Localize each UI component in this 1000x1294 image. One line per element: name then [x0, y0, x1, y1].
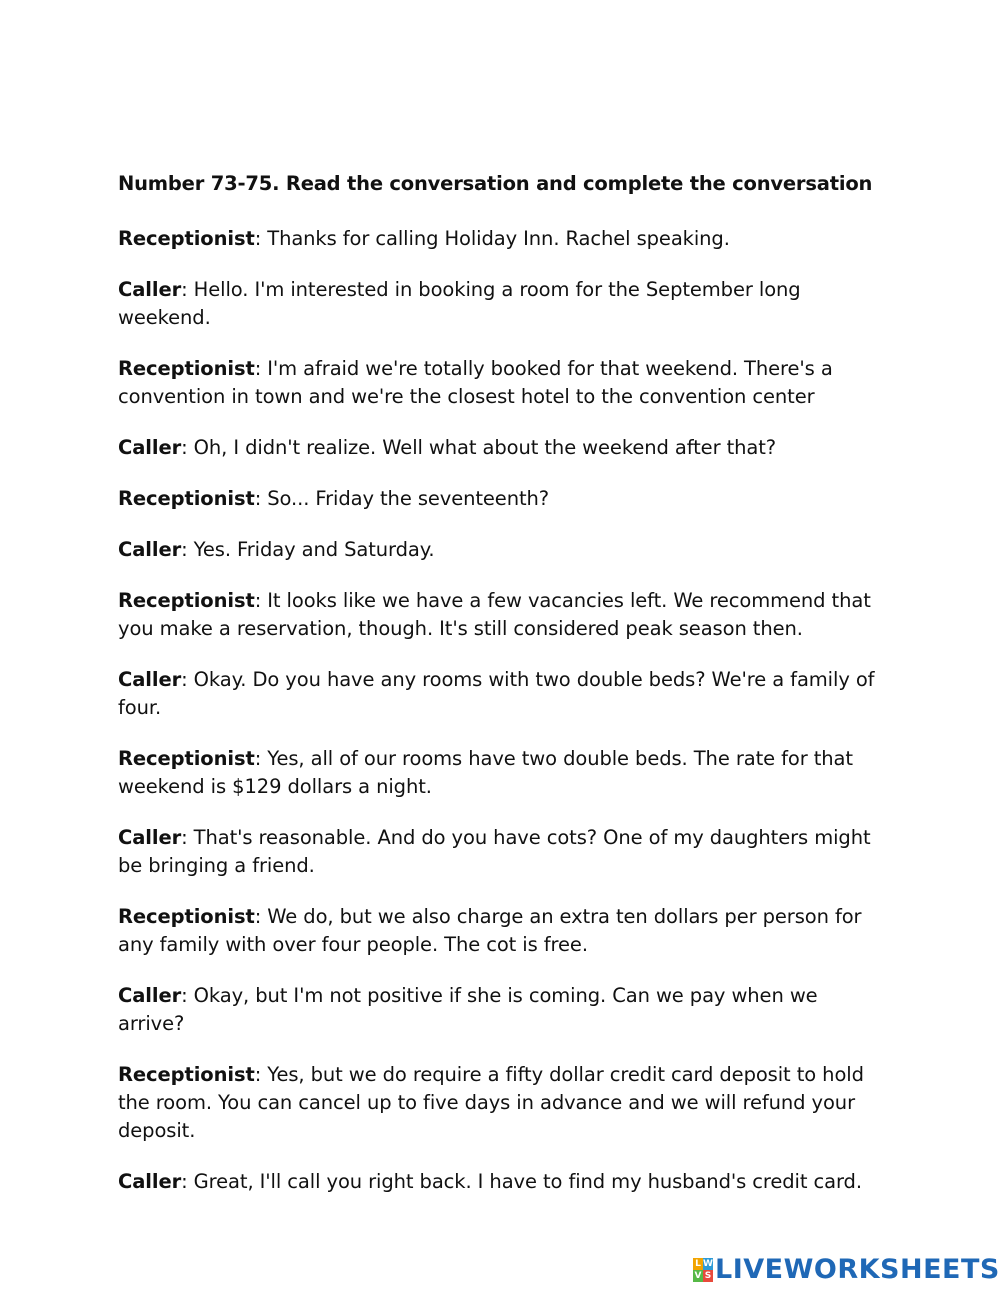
speaker-name: Caller [118, 1170, 182, 1193]
logo-text: LIVEWORKSHEETS [715, 1254, 1000, 1285]
speaker-name: Receptionist [118, 357, 255, 380]
logo-mark-letter: L [693, 1258, 703, 1270]
speaker-name: Receptionist [118, 1063, 255, 1086]
speaker-name: Caller [118, 436, 182, 459]
dialogue-turn [118, 485, 888, 513]
speaker-name: Caller [118, 538, 182, 561]
turn-text: : I'm afraid we're totally booked for that weekend. There's a convention in town and we're the closest hotel to the convention center [118, 357, 833, 408]
dialogue-turn [118, 982, 888, 1038]
turn-text: : Yes. Friday and Saturday. [181, 538, 435, 561]
turn-text: : Great, I'll call you right back. I have to find my husband's credit card. [181, 1170, 862, 1193]
dialogue-turn [118, 666, 888, 722]
dialogue-turn [118, 276, 888, 332]
logo-mark-letter: S [704, 1271, 712, 1281]
dialogue-turn [118, 903, 888, 959]
turn-text: : Thanks for calling Holiday Inn. Rachel speaking. [254, 227, 730, 250]
turn-text: : Oh, I didn't realize. Well what about the weekend after that? [181, 436, 777, 459]
turn-text: : Yes, all of our rooms have two double beds. The rate for that weekend is $129 dollars a night. [118, 747, 853, 798]
dialogue-turn [118, 587, 888, 643]
speaker-name: Receptionist [118, 487, 255, 510]
speaker-name: Caller [118, 826, 182, 849]
turn-text: : Okay. Do you have any rooms with two double beds? We're a family of four. [118, 668, 875, 719]
dialogue-turn [118, 745, 888, 801]
logo-mark-letter: V [694, 1271, 702, 1281]
turn-text: : So... Friday the seventeenth? [254, 487, 550, 510]
worksheet-heading: Number 73-75. Read the conversation and complete the conversation [118, 172, 873, 195]
turn-text: : Hello. I'm interested in booking a room for the September long weekend. [118, 278, 801, 329]
speaker-name: Receptionist [118, 905, 255, 928]
dialogue-turn [118, 1061, 888, 1145]
turn-text: : We do, but we also charge an extra ten dollars per person for any family with over four people. The cot is free. [118, 905, 862, 956]
dialogue-turn [118, 824, 888, 880]
speaker-name: Receptionist [118, 747, 255, 770]
speaker-name: Caller [118, 278, 182, 301]
dialogue-turn [118, 434, 888, 462]
turn-text: : It looks like we have a few vacancies left. We recommend that you make a reservation, though. It's still considered peak season then. [118, 589, 871, 640]
turn-text: : That's reasonable. And do you have cots? One of my daughters might be bringing a friend. [118, 826, 871, 877]
turn-text: : Yes, but we do require a fifty dollar credit card deposit to hold the room. You can cancel up to five days in advance and we will refund your deposit. [118, 1063, 864, 1142]
worksheet-page [118, 170, 888, 1219]
liveworksheets-logo [693, 1255, 1000, 1285]
speaker-name: Caller [118, 668, 182, 691]
dialogue-turn [118, 225, 888, 253]
speaker-name: Caller [118, 984, 182, 1007]
dialogue-turn [118, 536, 888, 564]
logo-mark-letter: W [703, 1259, 713, 1269]
dialogue-turn [118, 355, 888, 411]
liveworksheets-mark-icon [693, 1258, 713, 1282]
turn-text: : Okay, but I'm not positive if she is coming. Can we pay when we arrive? [118, 984, 818, 1035]
speaker-name: Receptionist [118, 227, 255, 250]
speaker-name: Receptionist [118, 589, 255, 612]
dialogue-turn [118, 1168, 888, 1196]
